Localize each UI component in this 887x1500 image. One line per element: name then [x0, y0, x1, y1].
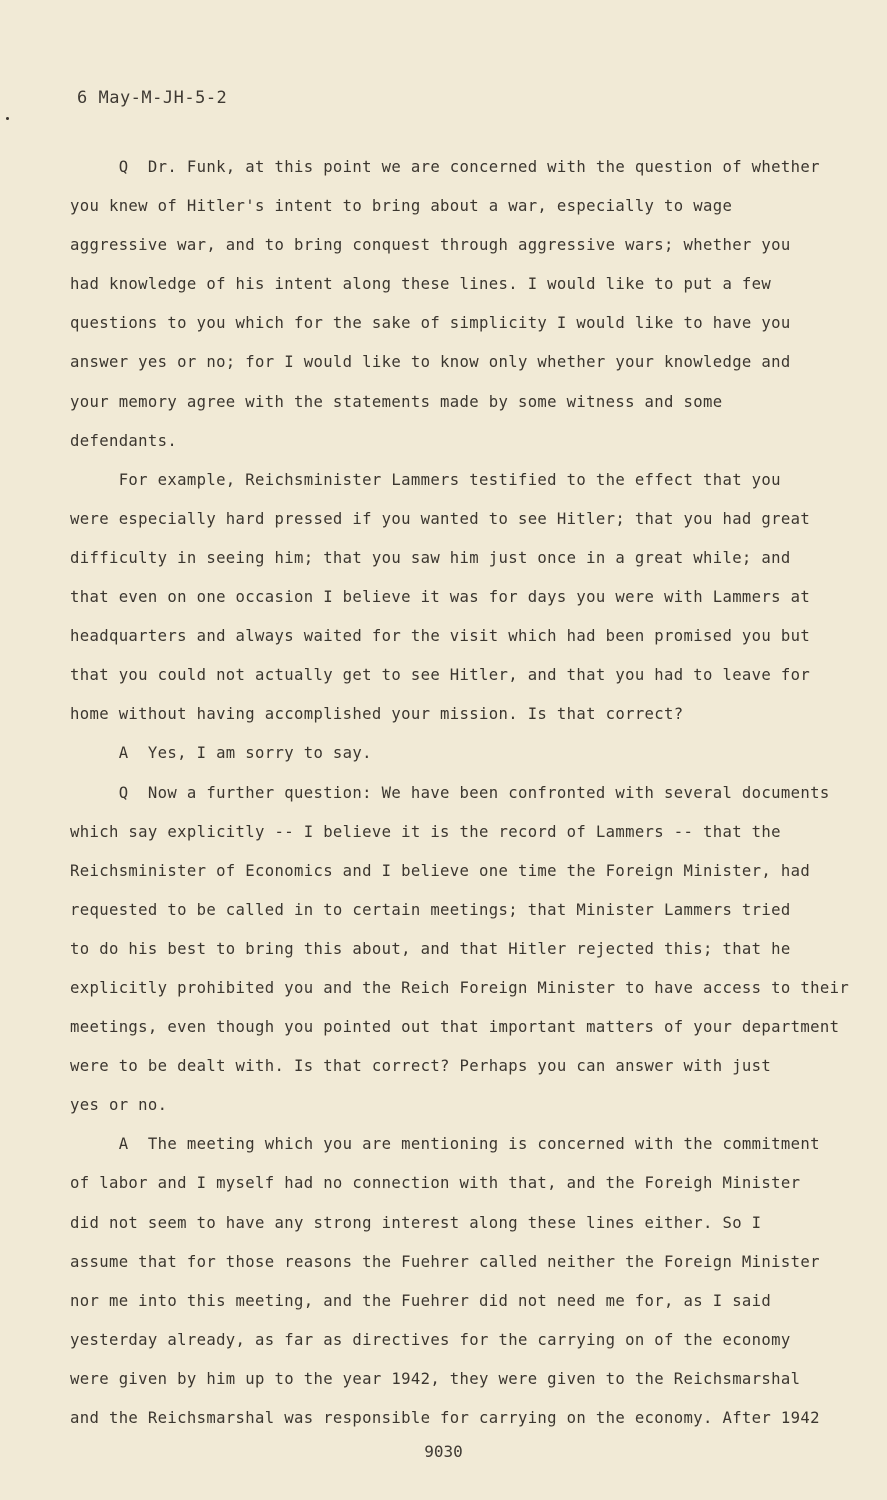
text-line: and the Reichsmarshal was responsible for carrying on the economy. After 1942 [70, 1409, 820, 1427]
text-line: yes or no. [70, 1096, 168, 1115]
text-line: Q Now a further question: We have been confronted with several documents [70, 783, 830, 802]
text-line: A The meeting which you are mentioning is concerned with the commitment [70, 1135, 820, 1154]
text-line: Reichsminister of Economics and I believe one time the Foreign Minister, had [70, 861, 811, 880]
text-line: requested to be called in to certain meetings; that Minister Lammers tried [70, 900, 791, 919]
text-line: For example, Reichsminister Lammers testified to the effect that you [70, 470, 781, 489]
text-line: were given by him up to the year 1942, they were given to the Reichsmarshal [70, 1369, 801, 1388]
text-line: that even on one occasion I believe it was for days you were with Lammers at [70, 588, 811, 607]
text-line: difficulty in seeing him; that you saw him just once in a great while; and [70, 548, 791, 567]
text-line: defendants. [70, 431, 178, 450]
text-line: that you could not actually get to see Hitler, and that you had to leave for [70, 666, 811, 685]
text-line: headquarters and always waited for the visit which had been promised you but [70, 627, 811, 646]
text-line: were especially hard pressed if you wanted to see Hitler; that you had great [70, 509, 811, 528]
text-line: meetings, even though you pointed out that important matters of your department [70, 1018, 840, 1037]
text-line: assume that for those reasons the Fuehrer called neither the Foreign Minister [70, 1252, 820, 1271]
text-line: questions to you which for the sake of simplicity I would like to have you [70, 314, 791, 333]
text-line: were to be dealt with. Is that correct? Perhaps you can answer with just [70, 1057, 772, 1076]
text-line: yesterday already, as far as directives for the carrying on of the economy [70, 1330, 791, 1349]
text-line: did not seem to have any strong interest along these lines either. So I [70, 1213, 762, 1232]
text-line: home without having accomplished your mission. Is that correct? [70, 705, 684, 724]
text-line: explicitly prohibited you and the Reich Foreign Minister to have access to their [70, 978, 850, 997]
text-line: you knew of Hitler's intent to bring about a war, especially to wage [70, 197, 733, 216]
document-header-code: 6 May-M-JH-5-2 [77, 88, 228, 108]
text-line: which say explicitly -- I believe it is the record of Lammers -- that the [70, 822, 781, 841]
text-line: nor me into this meeting, and the Fuehrer did not need me for, as I said [70, 1291, 772, 1310]
text-line: had knowledge of his intent along these lines. I would like to put a few [70, 275, 772, 294]
text-line: A Yes, I am sorry to say. [70, 744, 372, 763]
text-line: aggressive war, and to bring conquest through aggressive wars; whether you [70, 236, 791, 255]
transcript-body [70, 148, 850, 1438]
page-number: 9030 [424, 1442, 463, 1461]
text-line: your memory agree with the statements made by some witness and some [70, 392, 723, 411]
margin-mark [6, 117, 9, 120]
text-line: to do his best to bring this about, and that Hitler rejected this; that he [70, 939, 791, 958]
text-line: of labor and I myself had no connection with that, and the Foreigh Minister [70, 1174, 801, 1193]
text-line: answer yes or no; for I would like to know only whether your knowledge and [70, 353, 791, 372]
text-line: Q Dr. Funk, at this point we are concerned with the question of whether [70, 158, 820, 176]
